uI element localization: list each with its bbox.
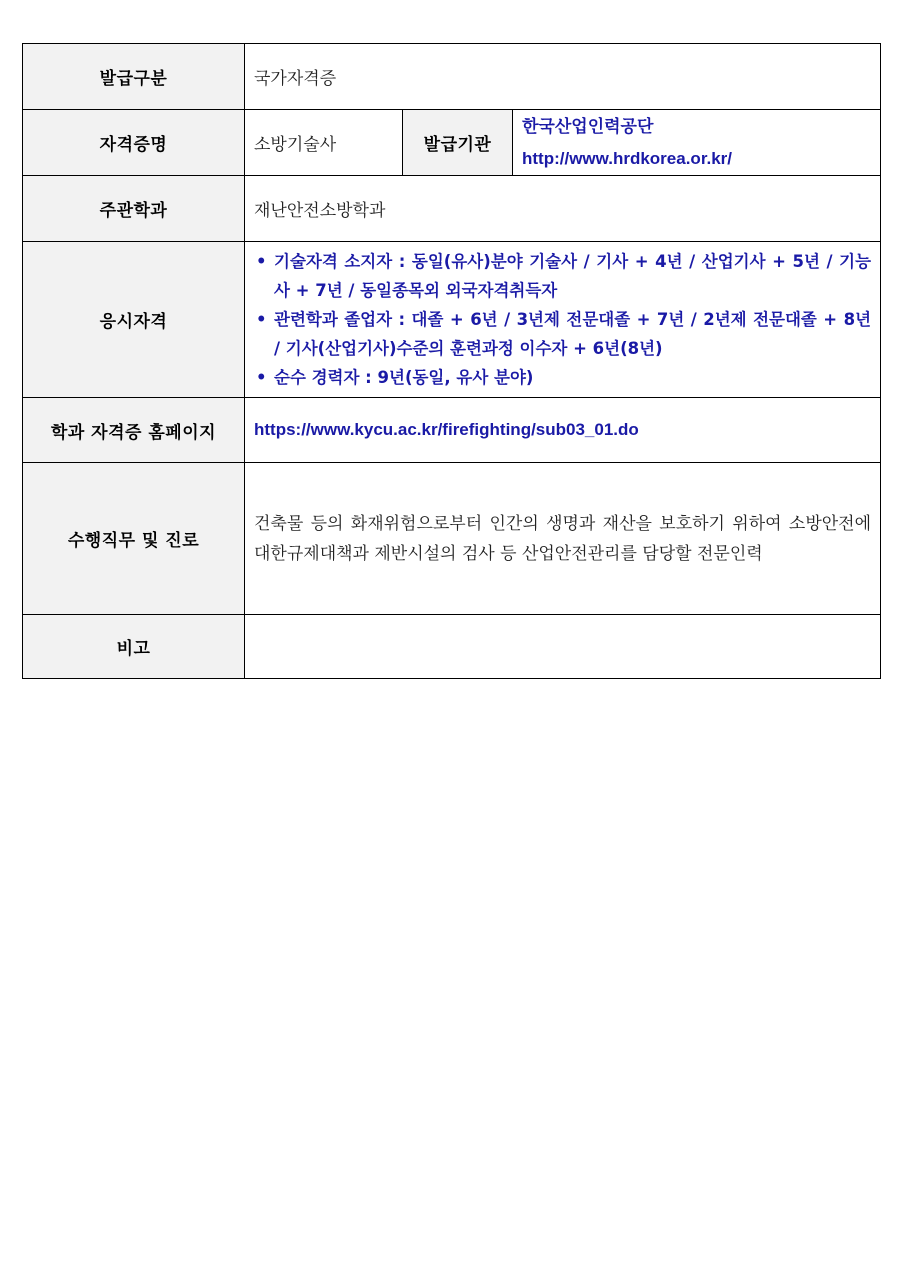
- issuer-name: 한국산업인력공단: [522, 116, 654, 137]
- homepage-url-link[interactable]: https://www.kycu.ac.kr/firefighting/sub03_01.do: [254, 420, 639, 439]
- issuer-url-link[interactable]: http://www.hrdkorea.or.kr/: [522, 148, 733, 168]
- list-item: [254, 363, 871, 392]
- bullet-icon: •: [256, 368, 267, 387]
- bullet-icon: •: [256, 310, 267, 329]
- issuer-cell: [513, 110, 881, 176]
- homepage-label: 학과 자격증 홈페이지: [23, 398, 245, 463]
- row-issue-type: [23, 44, 881, 110]
- row-eligibility: [23, 242, 881, 398]
- issue-type-label: 발급구분: [23, 44, 245, 110]
- bullet-icon: •: [256, 252, 267, 271]
- row-department: [23, 176, 881, 242]
- remarks-label: 비고: [23, 615, 245, 679]
- issuer-label: 발급기관: [403, 110, 513, 176]
- eligibility-item-text: 기술자격 소지자 : 동일(유사)분야 기술사 / 기사 + 4년 / 산업기사 + 5년 / 기능사 + 7년 / 동일종목외 외국자격취득자: [274, 252, 872, 300]
- row-duties: [23, 463, 881, 615]
- row-homepage: [23, 398, 881, 463]
- duties-label: 수행직무 및 진로: [23, 463, 245, 615]
- eligibility-item-text: 순수 경력자 : 9년(동일, 유사 분야): [274, 368, 534, 387]
- department-label: 주관학과: [23, 176, 245, 242]
- certificate-info-table: [22, 43, 881, 679]
- eligibility-label: 응시자격: [23, 242, 245, 398]
- issue-type-value: 국가자격증: [245, 44, 881, 110]
- list-item: [254, 247, 871, 305]
- list-item: [254, 305, 871, 363]
- duties-value: 건축물 등의 화재위험으로부터 인간의 생명과 재산을 보호하기 위하여 소방안전에 대한규제대책과 제반시설의 검사 등 산업안전관리를 담당할 전문인력: [245, 463, 881, 615]
- remarks-value: [245, 615, 881, 679]
- homepage-cell: [245, 398, 881, 463]
- department-value: 재난안전소방학과: [245, 176, 881, 242]
- eligibility-item-text: 관련학과 졸업자 : 대졸 + 6년 / 3년제 전문대졸 + 7년 / 2년제 전문대졸 + 8년 / 기사(산업기사)수준의 훈련과정 이수자 + 6년(8년): [274, 310, 872, 358]
- row-cert-name: [23, 110, 881, 176]
- eligibility-list: [254, 247, 871, 392]
- row-remarks: [23, 615, 881, 679]
- cert-name-value: 소방기술사: [245, 110, 403, 176]
- eligibility-cell: [245, 242, 881, 398]
- cert-name-label: 자격증명: [23, 110, 245, 176]
